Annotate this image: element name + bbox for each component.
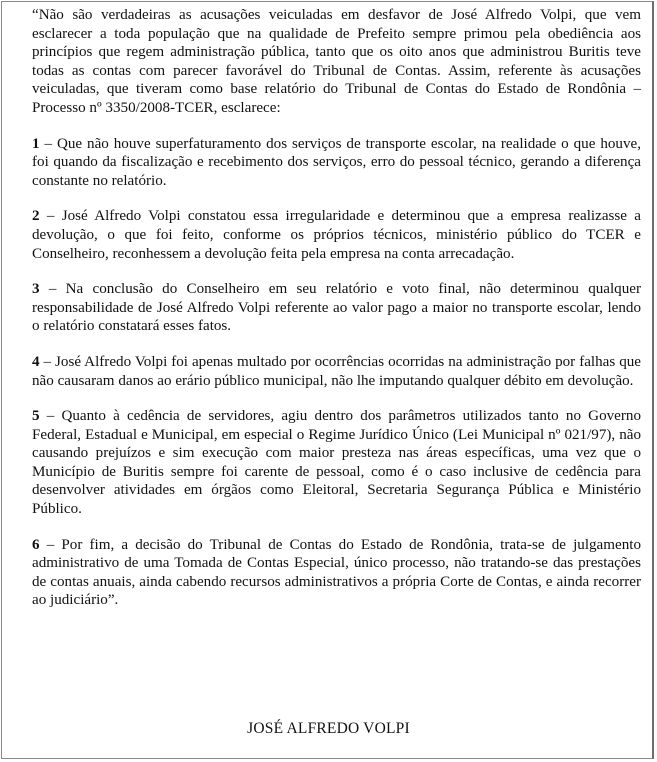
item-text: – Quanto à cedência de servidores, agiu dentro dos parâmetros utilizados tanto no Governo Federal, Estadual e Municipal, em especial o Regime Jurídico Único (Lei Municipal nº 021/97), não causando prejuízos e sim execução com maior presteza nas áreas específicas, uma vez que o Município de Buritis sempre foi carente de pessoal, como é o caso inclusive de cedência para desenvolver atividades em órgãos como Eleitoral, Secretaria Segurança Pública e Ministério Público. <box>32 408 641 518</box>
item-number: 1 <box>32 135 40 152</box>
intro-paragraph: “Não são verdadeiras as acusações veiculadas em desfavor de José Alfredo Volpi, que vem esclarecer a toda população que na qualidade de Prefeito sempre primou pela obediência aos princípios que regem administração pública, tanto que os oito anos que administrou Buritis teve todas as contas com parecer favorável do Tribunal de Contas. Assim, referente às acusações veiculadas, que tiveram como base relatório do Tribunal de Contas do Estado de Rondônia – Processo nº 3350/2008-TCER, esclarece: <box>32 7 641 116</box>
item-text: – Que não houve superfaturamento dos serviços de transporte escolar, na realidade o que houve, foi quando da fiscalização e recebimento dos serviços, erro do pessoal técnico, gerando a diferença constante no relatório. <box>32 135 641 189</box>
item-text: – Por fim, a decisão do Tribunal de Contas do Estado de Rondônia, trata-se de julgamento administrativo de uma Tomada de Contas Especial, único processo, não tratando-se das prestações de contas anuais, ainda cabendo recursos administrativos a própria Corte de Contas, e ainda recorrer ao judiciário”. <box>32 536 641 609</box>
document-body <box>32 6 641 627</box>
item-text: – José Alfredo Volpi foi apenas multado por ocorrências ocorridas na administração por falhas que não causaram danos ao erário público municipal, não lhe imputando qualquer débito em devolução. <box>32 353 641 389</box>
item-paragraph-6 <box>32 536 641 610</box>
signature: JOSÉ ALFREDO VOLPI <box>247 720 410 737</box>
item-paragraph-1 <box>32 135 641 191</box>
item-paragraph-3 <box>32 280 641 336</box>
item-paragraph-2 <box>32 207 641 263</box>
item-number: 2 <box>32 208 40 225</box>
item-paragraph-4 <box>32 353 641 390</box>
item-number: 5 <box>32 408 40 425</box>
item-text: – Na conclusão do Conselheiro em seu relatório e voto final, não determinou qualquer responsabilidade de José Alfredo Volpi referente ao valor pago a maior no transporte escolar, lendo o relatório constatará esses fatos. <box>32 281 641 335</box>
item-number: 3 <box>32 281 40 298</box>
item-number: 4 <box>32 353 40 370</box>
item-number: 6 <box>32 536 40 553</box>
item-text: – José Alfredo Volpi constatou essa irregularidade e determinou que a empresa realizasse a devolução, o que foi feito, conforme os próprios técnicos, ministério público do TCER e Conselheiro, reconhessem a devolução feita pela empresa na conta arrecadação. <box>32 208 641 262</box>
item-paragraph-5 <box>32 407 641 519</box>
